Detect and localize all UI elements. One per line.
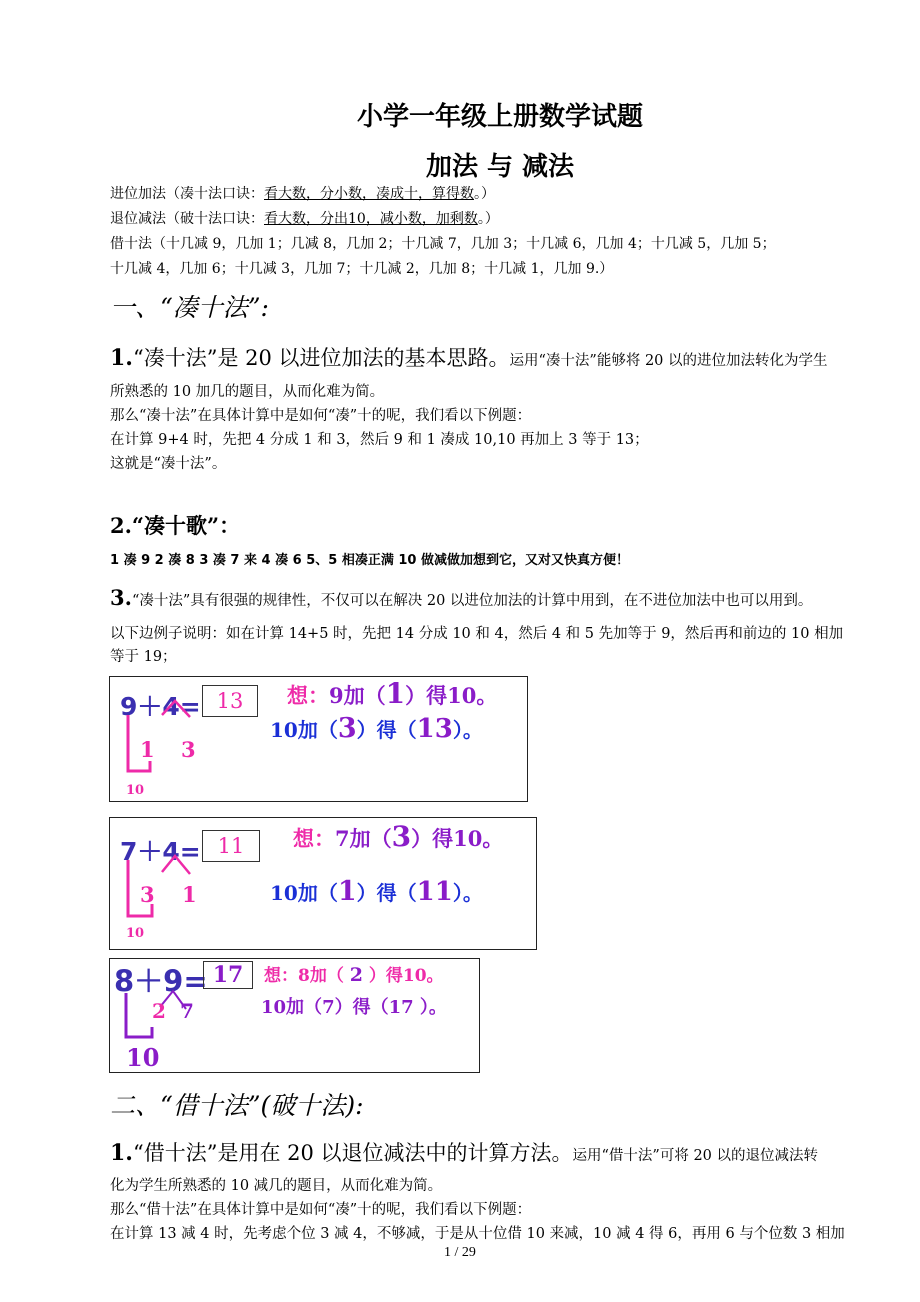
example2-think-line2 bbox=[270, 876, 483, 907]
example2-think-line1 bbox=[293, 820, 503, 853]
example3-equation: 8＋9= bbox=[114, 964, 208, 998]
example3-split-left: 2 bbox=[152, 999, 166, 1023]
s1-p3-line3: 等于 19； bbox=[110, 649, 177, 665]
example2-equation: 7＋4= bbox=[120, 837, 201, 866]
example1-split-right: 3 bbox=[181, 737, 196, 762]
borrow-rule-prefix: 退位减法（破十法口诀： bbox=[110, 211, 264, 227]
s1-p1-first-line bbox=[110, 342, 828, 372]
section1-heading: 一、“凑十法”: bbox=[110, 293, 269, 322]
s1-p1-rest: 运用“凑十法”能够将 20 以的进位加法转化为学生 bbox=[509, 353, 828, 369]
s1-p3-line1 bbox=[110, 585, 812, 610]
carry-rule-suffix: 。） bbox=[474, 186, 495, 202]
example3-t-b: 2 bbox=[349, 964, 363, 986]
page-subtitle: 加法 与 减法 bbox=[425, 152, 575, 182]
example2-t-b: 3 bbox=[391, 820, 412, 853]
example3-u-c: ）得（ bbox=[334, 997, 389, 1018]
s1-p1-line4: 在计算 9+4 时，先把 4 分成 1 和 3，然后 9 和 1 凑成 10,10 再加上 3 等于 13； bbox=[110, 432, 649, 448]
example1-equation: 9＋4= bbox=[120, 692, 201, 721]
example2-t-a: 7加（ bbox=[335, 826, 392, 851]
example1-u-c: ）得（ bbox=[356, 718, 417, 742]
example1-t-a: 9加（ bbox=[329, 683, 386, 708]
borrow-rule-rhyme: 看大数，分出10，减小数，加剩数 bbox=[264, 211, 478, 227]
example3-u-e: ）。 bbox=[413, 997, 447, 1018]
page-number: 1 / 29 bbox=[444, 1245, 476, 1260]
example2-u-e: ）。 bbox=[452, 881, 483, 905]
s2-p1-line3: 那么“借十法”在具体计算中是如何“凑”十的呢，我们看以下例题： bbox=[110, 1202, 532, 1218]
example3-think-line2 bbox=[261, 993, 447, 1019]
carry-rule-prefix: 进位加法（凑十法口诀： bbox=[110, 186, 264, 202]
example1-t-c: ）得10。 bbox=[405, 683, 498, 708]
jie-rule-line1: 借十法（十几减 9，几加 1；几减 8，几加 2；十几减 7，几加 3；十几减 6，几加 4；十几减 5，几加 5； bbox=[110, 236, 776, 252]
example3-u-b: 7 bbox=[322, 997, 335, 1018]
example3-t-c: ）得10。 bbox=[362, 966, 444, 986]
s1-p1-line3: 那么“凑十法”在具体计算中是如何“凑”十的呢，我们看以下例题： bbox=[110, 408, 532, 424]
example2-split-right: 1 bbox=[182, 882, 197, 907]
example1-think-label: 想： bbox=[287, 683, 329, 708]
s1-p3-text: “凑十法”具有很强的规律性，不仅可以在解决 20 以进位加法的计算中用到，在不进位加法中也可以用到。 bbox=[131, 593, 813, 609]
example2-u-c: ）得（ bbox=[356, 881, 417, 905]
section2-heading: 二、“借十法”(破十法): bbox=[110, 1091, 364, 1120]
example3-u-a: 10加（ bbox=[261, 997, 323, 1018]
s2-p1-lead: “借十法”是用在 20 以退位减法中的计算方法。 bbox=[132, 1141, 573, 1165]
s2-p1-line2: 化为学生所熟悉的 10 减几的题目，从而化难为简。 bbox=[110, 1178, 443, 1194]
example3-u-d: 17 bbox=[388, 997, 414, 1018]
borrow-rule-suffix: 。） bbox=[477, 211, 499, 227]
example3-think-line1 bbox=[264, 961, 444, 986]
s1-p1-number: 1. bbox=[110, 345, 133, 371]
example3-ten: 10 bbox=[126, 1043, 160, 1072]
s2-p1-number: 1. bbox=[110, 1140, 133, 1166]
example1-split-left: 1 bbox=[140, 737, 155, 762]
example3-think-label: 想： bbox=[264, 966, 298, 986]
example1-think-line1 bbox=[287, 677, 497, 710]
example1-ten: 10 bbox=[126, 783, 145, 798]
example2-t-c: ）得10。 bbox=[411, 826, 504, 851]
example3-answer-box: 17 bbox=[203, 961, 253, 989]
s1-p1-lead: “凑十法”是 20 以进位加法的基本思路。 bbox=[132, 346, 510, 370]
page-title: 小学一年级上册数学试题 bbox=[356, 102, 643, 132]
example-box-1 bbox=[109, 676, 528, 802]
s2-p1-rest: 运用“借十法”可将 20 以的退位减法转 bbox=[572, 1148, 819, 1164]
example1-u-e: ）。 bbox=[452, 718, 483, 742]
example-box-2 bbox=[109, 817, 537, 950]
example-box-3 bbox=[109, 958, 480, 1073]
s1-p2-heading: 2.“凑十歌”： bbox=[110, 513, 241, 538]
s1-p1-line5: 这就是“凑十法”。 bbox=[110, 456, 227, 472]
s1-p3-line2: 以下边例子说明：如在计算 14+5 时，先把 14 分成 10 和 4，然后 4 和 5 先加等于 9，然后再和前边的 10 相加 bbox=[110, 626, 844, 642]
s2-p1-first-line bbox=[110, 1137, 818, 1167]
example2-u-a: 10加（ bbox=[270, 881, 338, 905]
s1-p3-number: 3. bbox=[110, 585, 132, 610]
example2-split-left: 3 bbox=[140, 882, 155, 907]
example2-u-d: 11 bbox=[416, 877, 453, 907]
jie-rule-line2: 十几减 4，几加 6；十几减 3，几加 7；十几减 2，几加 8；十几减 1，几加 9.） bbox=[110, 261, 614, 277]
example2-think-label: 想： bbox=[293, 826, 335, 851]
s1-p2-song: 1 凑 9 2 凑 8 3 凑 7 来 4 凑 6 5、5 相凑正满 10 做减做加想到它，又对又快真方便！ bbox=[110, 553, 629, 568]
carry-rule-rhyme: 看大数，分小数，凑成十，算得数 bbox=[264, 186, 474, 202]
example1-think-line2 bbox=[270, 713, 483, 744]
carry-rule bbox=[110, 184, 495, 204]
example1-u-d: 13 bbox=[416, 714, 453, 744]
example2-ten: 10 bbox=[126, 926, 145, 941]
example1-t-b: 1 bbox=[385, 677, 406, 710]
example2-u-b: 1 bbox=[337, 876, 357, 907]
example3-t-a: 8加（ bbox=[298, 966, 350, 986]
example1-answer-box: 13 bbox=[202, 685, 258, 717]
borrow-rule bbox=[110, 209, 499, 229]
s1-p1-line2: 所熟悉的 10 加几的题目，从而化难为简。 bbox=[110, 384, 385, 400]
example1-u-b: 3 bbox=[337, 713, 357, 744]
example1-u-a: 10加（ bbox=[270, 718, 338, 742]
s2-p1-line4: 在计算 13 减 4 时，先考虑个位 3 减 4，不够减，于是从十位借 10 来减，10 减 4 得 6，再用 6 与个位数 3 相加 bbox=[110, 1226, 845, 1242]
example2-answer-box: 11 bbox=[202, 830, 260, 862]
example3-split-right: 7 bbox=[180, 999, 194, 1023]
